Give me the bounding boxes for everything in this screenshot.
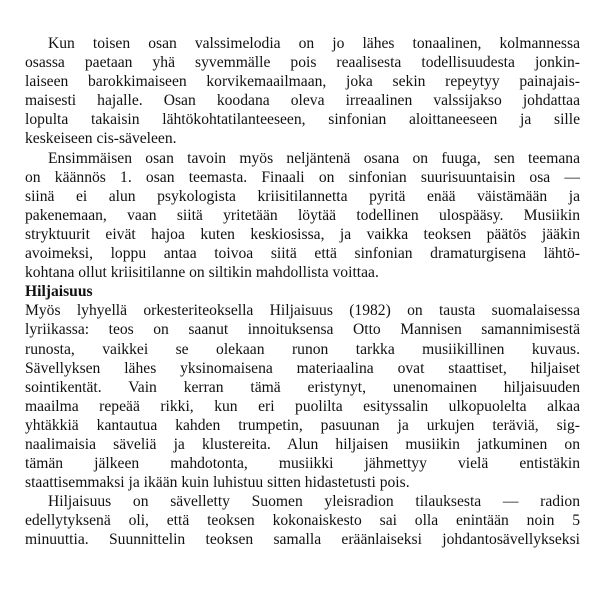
text-line: osassa paetaan yhä syvemmälle pois reaalisesta todellisuudesta jonkin- xyxy=(25,54,580,72)
text-line: Sävellyksen lähes yksinomaisena materiaalina ovat staattiset, hiljaiset xyxy=(25,359,580,377)
section-heading: Hiljaisuus xyxy=(25,283,93,301)
text-line: kohtana ollut kriisitilanne on siltikin mahdollista voittaa. xyxy=(25,264,379,282)
document-page xyxy=(25,34,580,550)
paragraph-1 xyxy=(25,34,580,149)
text-line: laiseen barokkimaiseen korvikemaailmaan, joka sekin repeytyy painajais- xyxy=(25,73,580,91)
text-line: Kun toisen osan valssimelodia on jo lähes tonaalinen, kolmannessa xyxy=(48,35,580,52)
text-line: pakenemaan, vaan siitä yritetään löytää todellinen ulospääsy. Musiikin xyxy=(25,206,580,224)
paragraph-2 xyxy=(25,149,580,283)
text-line: edellytyksenä oli, että teoksen kokonaiskesto sai olla enintään noin 5 xyxy=(25,512,580,530)
text-line: runosta, vaikkei se olekaan runon tarkka musiikillinen kuvaus. xyxy=(25,340,580,358)
text-line: maailma repeää rikki, kun eri puolilta esityssalin ulkopuolelta alkaa xyxy=(25,397,580,415)
text-line: Hiljaisuus on sävelletty Suomen yleisradion tilauksesta — radion xyxy=(48,493,580,511)
text-line: staattisemmaksi ja ikään kuin luhistuu sitten hidastetusti pois. xyxy=(25,474,410,492)
text-line: yhtäkkiä kantautua kahden trumpetin, pasuunan ja urkujen teräviä, sig- xyxy=(25,416,580,434)
text-line: lopulta takaisin lähtökohtatilanteeseen, sinfonian aloittaneeseen ja sille xyxy=(25,111,580,129)
text-line: naalimaisia säveliä ja klustereita. Alun hiljaisen musiikin jatkuminen on xyxy=(25,435,580,453)
text-line: stryktuurit eivät hajoa kuten keskiosissa, ja vaikka teoksen päätös jääkin xyxy=(25,225,580,243)
text-line: Ensimmäisen osan tavoin myös neljäntenä osana on fuuga, sen teemana xyxy=(48,149,580,167)
text-line: keskeiseen cis-säveleen. xyxy=(25,130,177,148)
paragraph-4 xyxy=(25,492,580,549)
text-line: siinä ei alun psykologista kriisitilannetta pyritä enää väistämään ja xyxy=(25,187,580,205)
text-line: lyriikassa: teos on saanut innoituksensa Otto Mannisen samannimisestä xyxy=(25,321,580,339)
text-line: sointikentät. Vain kerran tämä eristynyt, unenomainen hiljaisuuden xyxy=(25,378,580,396)
text-line: avoimeksi, loppu antaa toivoa siitä että sinfonian dramaturgisena lähtö- xyxy=(25,245,580,263)
text-line: on käännös 1. osan teemasta. Finaali on sinfonian suurisuuntaisin osa — xyxy=(25,168,580,186)
text-line: maisesti hajalle. Osan koodana oleva irreaalinen valssijakso johdattaa xyxy=(25,92,580,110)
text-line: tämän jälkeen mahdotonta, musiikki jähmettyy vielä entistäkin xyxy=(25,455,580,473)
paragraph-3 xyxy=(25,301,580,492)
text-line: Myös lyhyellä orkesteriteoksella Hiljaisuus (1982) on tausta suomalaisessa xyxy=(25,302,580,320)
text-line: minuuttia. Suunnittelin teoksen samalla eräänlaiseksi johdantosävellykseksi xyxy=(25,531,580,549)
